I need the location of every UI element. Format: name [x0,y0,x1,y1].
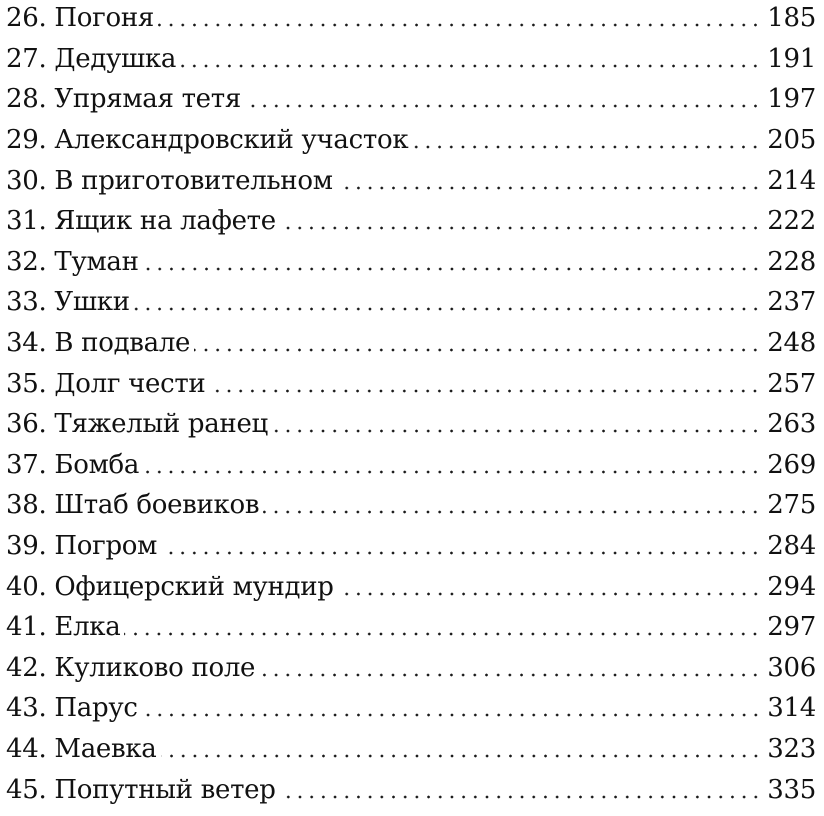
toc-entry-title: 28. Упрямая тетя [6,84,245,114]
dot-leader [259,673,761,677]
toc-entry[interactable] [6,607,816,648]
toc-entry-title: 39. Погром [6,531,161,561]
toc-entry[interactable] [6,323,816,364]
dot-leader [134,307,762,311]
toc-entry-page-number: 248 [761,328,816,358]
toc-entry-page-number: 185 [761,3,816,33]
toc-entry-page-number: 297 [761,612,816,642]
toc-entry-title: 30. В приготовительном [6,166,337,196]
dot-leader [245,104,761,108]
toc-entry-page-number: 335 [761,775,816,805]
dot-leader [158,23,761,27]
toc-entry-page-number: 214 [761,166,816,196]
dot-leader [161,551,761,555]
toc-entry[interactable] [6,160,816,201]
toc-entry-page-number: 314 [761,693,816,723]
toc-entry[interactable] [6,39,816,80]
toc-entry-title: 45. Попутный ветер [6,775,280,805]
dot-leader [180,64,761,68]
dot-leader [161,754,762,758]
toc-entry[interactable] [6,566,816,607]
toc-entry-title: 42. Куликово поле [6,653,259,683]
toc-entry-page-number: 237 [761,287,816,317]
toc-entry-title: 34. В подвале [6,328,194,358]
toc-entry[interactable] [6,201,816,242]
table-of-contents [6,0,816,810]
dot-leader [338,592,762,596]
toc-entry-title: 33. Ушки [6,287,134,317]
dot-leader [412,145,761,149]
toc-entry-page-number: 323 [761,734,816,764]
toc-entry-page-number: 263 [761,409,816,439]
toc-entry[interactable] [6,0,816,39]
toc-entry-page-number: 269 [761,450,816,480]
toc-entry-title: 38. Штаб боевиков [6,490,263,520]
toc-entry-page-number: 275 [761,490,816,520]
toc-entry-title: 29. Александровский участок [6,125,412,155]
dot-leader [209,389,761,393]
dot-leader [280,226,761,230]
toc-entry[interactable] [6,769,816,810]
toc-entry-page-number: 294 [761,572,816,602]
toc-entry-title: 35. Долг чести [6,369,209,399]
toc-entry[interactable] [6,485,816,526]
toc-entry[interactable] [6,282,816,323]
toc-entry-title: 31. Ящик на лафете [6,206,280,236]
toc-entry-title: 41. Елка [6,612,124,642]
toc-entry[interactable] [6,404,816,445]
toc-entry-title: 37. Бомба [6,450,143,480]
toc-entry[interactable] [6,445,816,486]
dot-leader [272,429,761,433]
toc-entry-title: 40. Офицерский мундир [6,572,338,602]
toc-entry-title: 32. Туман [6,247,143,277]
dot-leader [263,510,761,514]
toc-entry-page-number: 197 [761,84,816,114]
toc-entry[interactable] [6,526,816,567]
toc-entry-title: 26. Погоня [6,3,158,33]
dot-leader [337,186,762,190]
toc-entry[interactable] [6,648,816,689]
toc-entry[interactable] [6,120,816,161]
toc-entry-page-number: 257 [761,369,816,399]
dot-leader [280,795,762,799]
dot-leader [143,267,762,271]
toc-entry[interactable] [6,79,816,120]
toc-entry-title: 44. Маевка [6,734,161,764]
toc-entry-page-number: 191 [761,44,816,74]
dot-leader [143,470,761,474]
toc-entry-title: 36. Тяжелый ранец [6,409,272,439]
toc-entry[interactable] [6,688,816,729]
toc-entry-title: 43. Парус [6,693,142,723]
toc-entry-page-number: 284 [761,531,816,561]
toc-entry[interactable] [6,363,816,404]
toc-entry-page-number: 306 [761,653,816,683]
toc-entry[interactable] [6,242,816,283]
toc-entry-page-number: 205 [761,125,816,155]
toc-entry-page-number: 228 [761,247,816,277]
dot-leader [142,713,762,717]
dot-leader [194,348,761,352]
toc-entry[interactable] [6,729,816,770]
toc-entry-page-number: 222 [761,206,816,236]
dot-leader [124,632,761,636]
toc-entry-title: 27. Дедушка [6,44,180,74]
